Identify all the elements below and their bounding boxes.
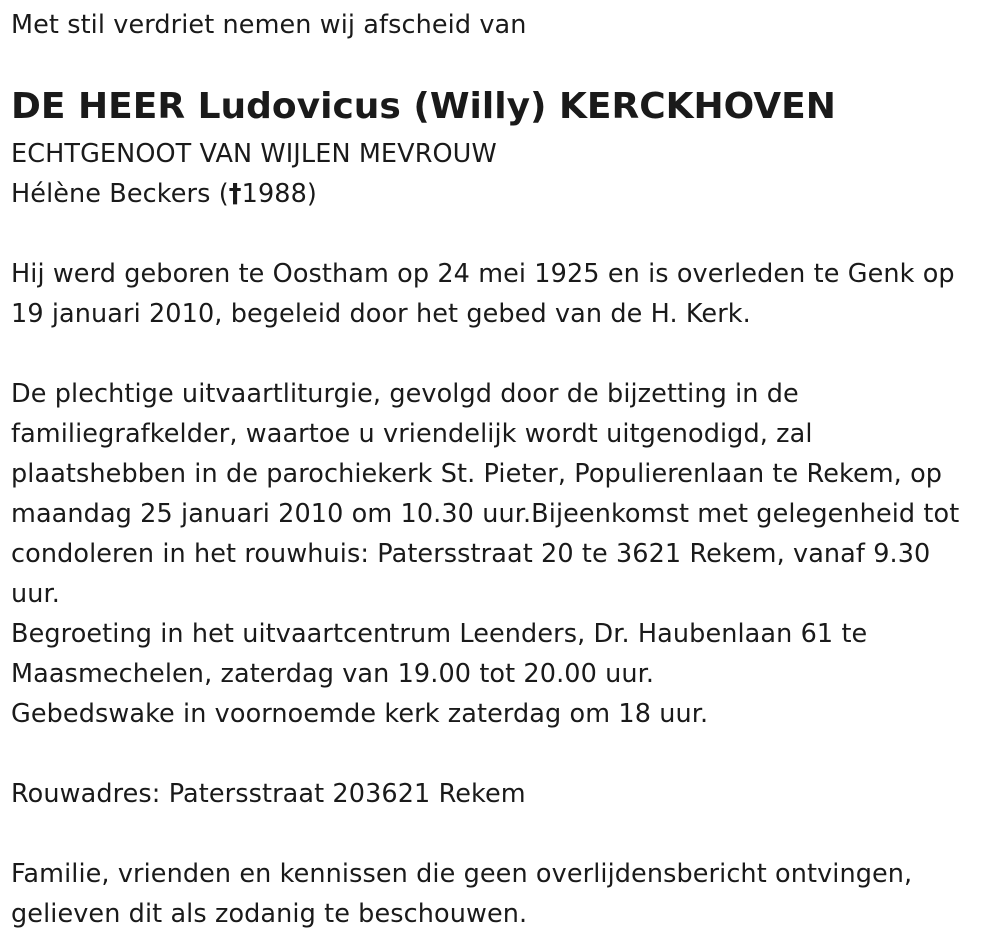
paragraph-line: Maasmechelen, zaterdag van 19.00 tot 20.00 uur. [11, 659, 655, 689]
paragraph-line: condoleren in het rouwhuis: Patersstraat 20 te 3621 Rekem, vanaf 9.30 [11, 539, 931, 569]
mourning-address [11, 774, 526, 814]
paragraph-line: gelieven dit als zodanig te beschouwen. [11, 899, 528, 929]
birth-death-paragraph [11, 254, 955, 334]
paragraph-line: familiegrafkelder, waartoe u vriendelijk wordt uitgenodigd, zal [11, 419, 813, 449]
paragraph-line: uur. [11, 579, 60, 609]
paragraph-line: Familie, vrienden en kennissen die geen overlijdensbericht ontvingen, [11, 859, 913, 889]
paragraph-line: maandag 25 januari 2010 om 10.30 uur.Bijeenkomst met gelegenheid tot [11, 499, 960, 529]
spouse-name: Hélène Beckers ( [11, 179, 229, 209]
paragraph-line: Begroeting in het uitvaartcentrum Leenders, Dr. Haubenlaan 61 te [11, 619, 868, 649]
address-line: Rouwadres: Patersstraat 203621 Rekem [11, 779, 526, 809]
funeral-paragraph [11, 374, 959, 734]
paragraph-line: De plechtige uitvaartliturgie, gevolgd door de bijzetting in de [11, 379, 799, 409]
paragraph-line: Hij werd geboren te Oostham op 24 mei 1925 en is overleden te Genk op [11, 259, 955, 289]
relation-line: ECHTGENOOT VAN WIJLEN MEVROUW [11, 139, 497, 169]
closing-paragraph [11, 854, 912, 934]
spouse-block [11, 134, 497, 214]
spouse-line [11, 174, 497, 214]
cross-icon: † [228, 179, 242, 209]
spouse-death-year: 1988) [241, 179, 317, 209]
paragraph-line: Gebedswake in voornoemde kerk zaterdag om 18 uur. [11, 699, 709, 729]
intro-line: Met stil verdriet nemen wij afscheid van [11, 10, 527, 40]
deceased-name: DE HEER Ludovicus (Willy) KERCKHOVEN [11, 86, 836, 127]
paragraph-line: 19 januari 2010, begeleid door het gebed van de H. Kerk. [11, 299, 751, 329]
paragraph-line: plaatshebben in de parochiekerk St. Pieter, Populierenlaan te Rekem, op [11, 459, 943, 489]
